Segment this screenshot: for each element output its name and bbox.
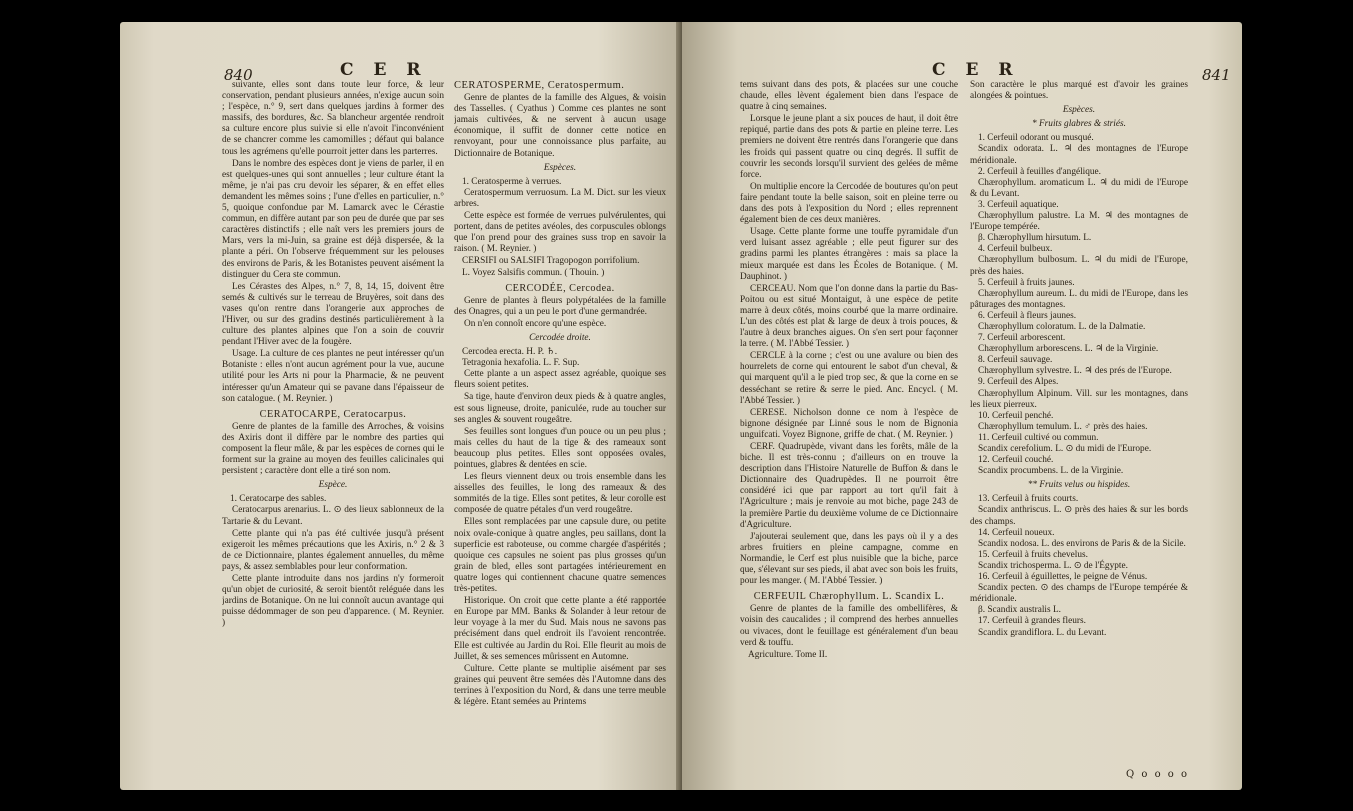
species-line: Tetragonia hexafolia. L. F. Sup. [462,358,580,369]
species-line: 8. Cerfeuil sauvage. [978,355,1053,366]
section-label: Espèce. [318,480,348,491]
paragraph: Cette plante qui n'a pas été cultivée jusqu'à présent exigeroit les mêmes précautions que les Axiris, n.° 2 & 3 de ce Dictionnaire, plantes également annuelles, du même pays, & assez semblables pour leur conformation. [222,528,444,572]
species-line: Scandix odorata. L. ♃ des montagnes de l'Europe méridionale. [970,144,1188,166]
paragraph: On multiplie encore la Cercodée de boutures qu'on peut faire pendant toute la belle saison, soit en pleine terre ou dans des pots à l'exposition du Nord ; elles reprennent également bien de ces deux manières. [740,181,958,226]
text-column-left-1 [222,80,444,780]
species-line: β. Chærophyllum hirsutum. L. [978,233,1092,244]
left-page [120,22,682,790]
entry-heading: CERATOSPERME, Ceratospermum. [454,80,625,91]
paragraph: Les Cérastes des Alpes, n.° 7, 8, 14, 15, doivent être semés & cultivés sur le terreau de Bruyères, soit dans des vases qu'on rentre dans l'orangerie aux approches de l'Hiver, ou sur des gradins destinés particulièrement à la culture des plantes alpines que l'on a soin de couvrir pendant l'Hiver avec de la fougère. [222,281,444,348]
paragraph: CERESE. Nicholson donne ce nom à l'espèce de bignone désignée par Linné sous le nom de Bignonia unguifcati. Voyez Bignone, griffe de chat. ( M. Reynier. ) [740,407,958,440]
page-number: 840 [224,66,253,84]
paragraph: Lorsque le jeune plant a six pouces de haut, il doit être repiqué, partie dans des pots & partie en pleine terre. Les premiers ne doivent être rentrés dans l'orangerie que dans les froids qui passent quatre ou cinq degrés. Il suffit de couvrir les seconds lorsqu'il survient des gelées de même force. [740,114,958,180]
section-label: * Fruits glabres & striés. [1032,119,1126,130]
species-line: 4. Cerfeuil bulbeux. [978,244,1053,255]
species-line: Chærophyllum arborescens. L. ♃ de la Virginie. [978,344,1159,355]
section-label: Espèces. [543,162,577,173]
species-line: Chærophyllum. aromaticum L. ♃ du midi de l'Europe & du Levant. [970,177,1188,199]
paragraph: Dans le nombre des espèces dont je viens de parler, il en est quelques-unes qui sont annuelles ; leur culture étant la même, je n'ai pas cru devoir les séparer, & en effet elles demandent les mêmes soins ; l'une d'elles en particulier, n.° 5, quoique confondue par M. Lamarck avec le Cérastie commun, en diffère autant par son peu de durée que par ses caractères distinctifs ; elle naît vers les premiers jours de Mars, vers la mi-Juin, sa graine est déjà dispersée, & la plante a péri. On l'observe fréquemment sur les pelouses des environs de Paris, & les Botanistes peuvent aisément la distinguer du Cera ste commun. [222,158,444,280]
species-line: 12. Cerfeuil couché. [978,455,1054,466]
text-column-right-1 [740,80,958,780]
section-label: ** Fruits velus ou hispides. [1027,480,1131,491]
paragraph: Usage. Cette plante forme une touffe pyramidale d'un verd luisant assez agréable ; elle peut figurer sur des gradins parmi les plantes étrangères : mais sa place la mieux marquée est dans les Écoles de Botanique. ( M. Dauphinot. ) [740,227,958,282]
species-line: Chærophyllum sylvestre. L. ♃ des prés de l'Europe. [978,366,1172,377]
species-line: Scandix cerefolium. L. ⊙ du midi de l'Europe. [978,444,1152,454]
paragraph: Cette plante introduite dans nos jardins n'y formeroit qu'un objet de curiosité, & seroit bientôt reléguée dans les jardins de Botanique. On ne lui connoît aucun avantage qui puisse dédommager de son peu d'apparence. ( M. Reynier. ) [222,574,444,629]
species-line: Scandix anthriscus. L. ⊙ près des haies & sur les bords des champs. [970,505,1188,527]
species-line: 1. Ceratosperme à verrues. [462,176,562,187]
species-line: 10. Cerfeuil penché. [978,410,1054,421]
species-line: Scandix nodosa. L. des environs de Paris & de la Sicile. [978,538,1186,549]
paragraph: suivante, elles sont dans toute leur force, & leur conservation, pendant plusieurs années, n'exige aucun soin ; l'espèce, n.° 9, sert dans quelques jardins à former des massifs, des bordures, &c. Sa blancheur argentée rendroit sa culture encore plus suivie si elle n'avoit l'inconvénient de se chancrer comme les camomilles ; défaut qui balance tous les agrémens qu'elle pourroit jetter dans les parterres. [222,80,444,157]
paragraph: Cette espèce est formée de verrues pulvérulentes, qui portent, dans de petites avéoles, des corpuscules oblongs que l'on prend pour des graines suss trop en savoir la raison. ( M. Reynier. ) [454,211,666,255]
paragraph: CERF. Quadrupède, vivant dans les forêts, mâle de la biche. Il est très-connu ; d'ailleurs on en trouve la description dans l'Histoire Naturelle de Buffon & dans le Dictionnaire des Quadrupèdes. Il ne pourroit être considéré ici que par rapport au tort qu'il fait à l'Agriculture ; mais je renvoie au mot biche, page 243 de la première Partie du deuxième volume de ce Dictionnaire d'Agriculture. [740,442,958,530]
paragraph: Genre de plantes de la famille des Algues, & voisin des Tasselles. ( Cyathus ) Comme ces plantes ne sont jamais cultivées, & ne servent à aucun usage économique, il suffit de donner cette notice en renvoyant, pour une connoissance plus parfaite, au Dictionnaire de Botanique. [454,93,666,159]
paragraph: CERCLE à la corne ; c'est ou une avalure ou bien des hourrelets de corne qui entourent le sabot d'un cheval, & qui marquent qu'il a le pied trop sec, & que la corne en se desséchant se retire & serre le pied. Anc. Encycl. ( M. l'Abbé Tessier. ) [740,351,958,406]
species-line: 9. Cerfeuil des Alpes. [978,377,1059,388]
species-line: Scandix pecten. ⊙ des champs de l'Europe tempérée & méridionale. [970,583,1188,605]
page-number: 841 [1202,66,1231,84]
paragraph: On n'en connoît encore qu'une espèce. [464,318,607,329]
paragraph: J'ajouterai seulement que, dans les pays où il y a des arbres fruitiers en pleine campagne, comme en Normandie, le Cerf est plus nuisible que la biche, parce que, s'élevant sur ses pieds, il abat avec son bois les fruits, pour les manger. ( M. l'Abbé Tessier. ) [740,531,958,587]
species-line: 1. Ceratocarpe des sables. [230,494,327,505]
species-line: L. Voyez Salsifis commun. ( Thouin. ) [462,267,605,278]
species-line: Chærophyllum palustre. La M. ♃ des montagnes de l'Europe tempérée. [970,211,1188,233]
species-line: 2. Cerfeuil à feuilles d'angélique. [978,166,1102,177]
running-head: C E R [340,60,428,80]
species-line: 13. Cerfeuil à fruits courts. [978,494,1079,505]
species-line: 7. Cerfeuil arborescent. [978,333,1066,344]
paragraph: Son caractère le plus marqué est d'avoir les graines alongées & pointues. [970,80,1188,102]
paragraph: Culture. Cette plante se multiplie aisément par ses graines qui peuvent être semées dès l'Automne dans des terrines à l'exposition du Nord, & dans une terre meuble & légère. Etant semées au Printems [454,663,666,707]
paragraph: Genre de plantes de la famille des ombellifères, & voisin des caucalides ; il comprend des herbes annuelles ou vivaces, dont le feuillage est généralement d'un beau verd & touffu. [740,604,958,648]
entry-heading: CERCODÉE, Cercodea. [505,282,615,294]
text-column-left-2 [454,80,666,780]
paragraph: Les fleurs viennent deux ou trois ensemble dans les aisselles des feuilles, le long des rameaux & des sommités de la tige. Elles sont petites, & leur corolle est composée de quatre pétales d'un verd rougeâtre. [454,472,666,516]
entry-heading: CERFEUIL Chærophyllum. L. Scandix L. [753,591,945,603]
paragraph: Ses feuilles sont longues d'un pouce ou un peu plus ; mais celles du haut de la tige & des rameaux sont beaucoup plus petites. Elles sont opposées ovales, pointues, glabres & dentées en scie. [454,426,666,470]
paragraph: CERCEAU. Nom que l'on donne dans la partie du Bas-Poitou ou est situé Montaigut, à une espèce de petite marre à deux côtés, moins courbé que la marre ordinaire. L'un des côtés est plat & large de deux à trois pouces, & l'autre à deux branches aigues. On s'en sert pour façonner la terre. ( M. l'Abbé Tessier. ) [740,283,958,350]
species-line: 5. Cerfeuil à fruits jaunes. [978,277,1075,288]
species-line: Chærophyllum coloratum. L. de la Dalmatie. [978,321,1146,332]
species-line: 6. Cerfeuil à fleurs jaunes. [978,310,1077,321]
species-line: Chærophyllum bulbosum. L. ♃ du midi de l'Europe, près des haies. [970,255,1188,277]
species-line: Chærophyllum Alpinum. Vill. sur les montagnes, dans les lieux pierreux. [970,388,1188,410]
paragraph: Sa tige, haute d'environ deux pieds & à quatre angles, est sous ligneuse, droite, paniculée, rude au toucher sur ses angles & souvent rougeâtre. [454,392,666,425]
book-spread [120,22,1242,790]
paragraph: Elles sont remplacées par une capsule dure, ou petite noix ovale-conique à quatre angles, peu saillans, dont la superficie est raboteuse, ou comme chargée d'aspérités ; quoique ces capsules ne soient pas plus grosses qu'un grain de bled, elles sont partagées intérieurement en quatre loges qui contiennent chacune quatre semences très-petites. [454,517,666,595]
running-head: C E R [932,60,1020,80]
paragraph: Genre de plantes de la famille des Arroches, & voisins des Axiris dont il diffère par le nombre des parties qui composent la fleur mâle, & par les espèces de cornes qui le forment sur la graine au moyen des feuilles calicinales qui persistent ; caractère dont elle a tiré son nom. [222,421,444,477]
species-line: 17. Cerfeuil à grandes fleurs. [978,616,1086,627]
species-line: CERSIFI ou SALSIFI Tragopogon porrifolium. [462,256,640,267]
paragraph: Ceratospermum verruosum. La M. Dict. sur les vieux arbres. [454,187,666,209]
species-line: 15. Cerfeuil à fruits chevelus. [978,549,1088,560]
signature-mark: Q o o o o [1126,769,1189,780]
species-line: 3. Cerfeuil aquatique. [978,199,1059,210]
paragraph: Ceratocarpus arenarius. L. ⊙ des lieux sablonneux de la Tartarie & du Levant. [222,505,444,527]
entry-heading: CERATOCARPE, Ceratocarpus. [259,408,407,420]
species-line: 14. Cerfeuil noueux. [978,527,1055,538]
paragraph: tems suivant dans des pots, & placées sur une couche chaude, elles lèvent également bien dans l'espace de quatre à cinq semaines. [740,80,958,113]
species-line: Scandix procumbens. L. de la Virginie. [978,466,1124,477]
paragraph: Cette plante a un aspect assez agréable, quoique ses fleurs soient petites. [454,369,666,391]
paragraph: Genre de plantes à fleurs polypétalées de la famille des Onagres, qui a un peu le port d'une germandrée. [454,295,666,317]
paragraph: Usage. La culture de ces plantes ne peut intéresser qu'un Botaniste : elles n'ont aucun agrément pour la vue, aucune utilité pour les Arts ni pour la Pharmacie, & ne peuvent intéresser qu'un Amateur qui se pavane dans l'épaisseur de son catalogue. ( M. Reynier. ) [222,349,444,404]
species-line: 1. Cerfeuil odorant ou musqué. [978,133,1094,144]
species-line: Scandix trichosperma. L. ⊙ de l'Égypte. [978,560,1128,571]
species-line: Chærophyllum temulum. L. ♂ près des haies. [978,421,1148,432]
species-line: Agriculture. Tome II. [748,649,828,660]
species-line: β. Scandix australis L. [978,605,1061,616]
species-line: Cercodea erecta. H. P. ♄. [462,347,558,358]
section-label: Espèces. [1062,105,1096,116]
right-page [682,22,1242,790]
species-line: 11. Cerfeuil cultivé ou commun. [978,432,1099,443]
text-column-right-2 [970,80,1188,760]
section-label: Cercodée droite. [529,332,591,343]
paragraph: Historique. On croit que cette plante a été rapportée en Europe par MM. Banks & Solander à leur retour de leur voyage à la mer du Sud. Mais nous ne savons pas précisément dans quel endroit ils l'avoient rencontrée. Elle est cultivée au Jardin du Roi. Elle fleurit au mois de Juillet, & ses semences mûrissent en Automne. [454,596,666,662]
species-line: Scandix grandiflora. L. du Levant. [978,627,1107,638]
species-line: Chærophyllum aureum. L. du midi de l'Europe, dans les pâturages des montagnes. [970,288,1188,310]
species-line: 16. Cerfeuil à éguillettes, le peigne de Vénus. [978,572,1148,583]
